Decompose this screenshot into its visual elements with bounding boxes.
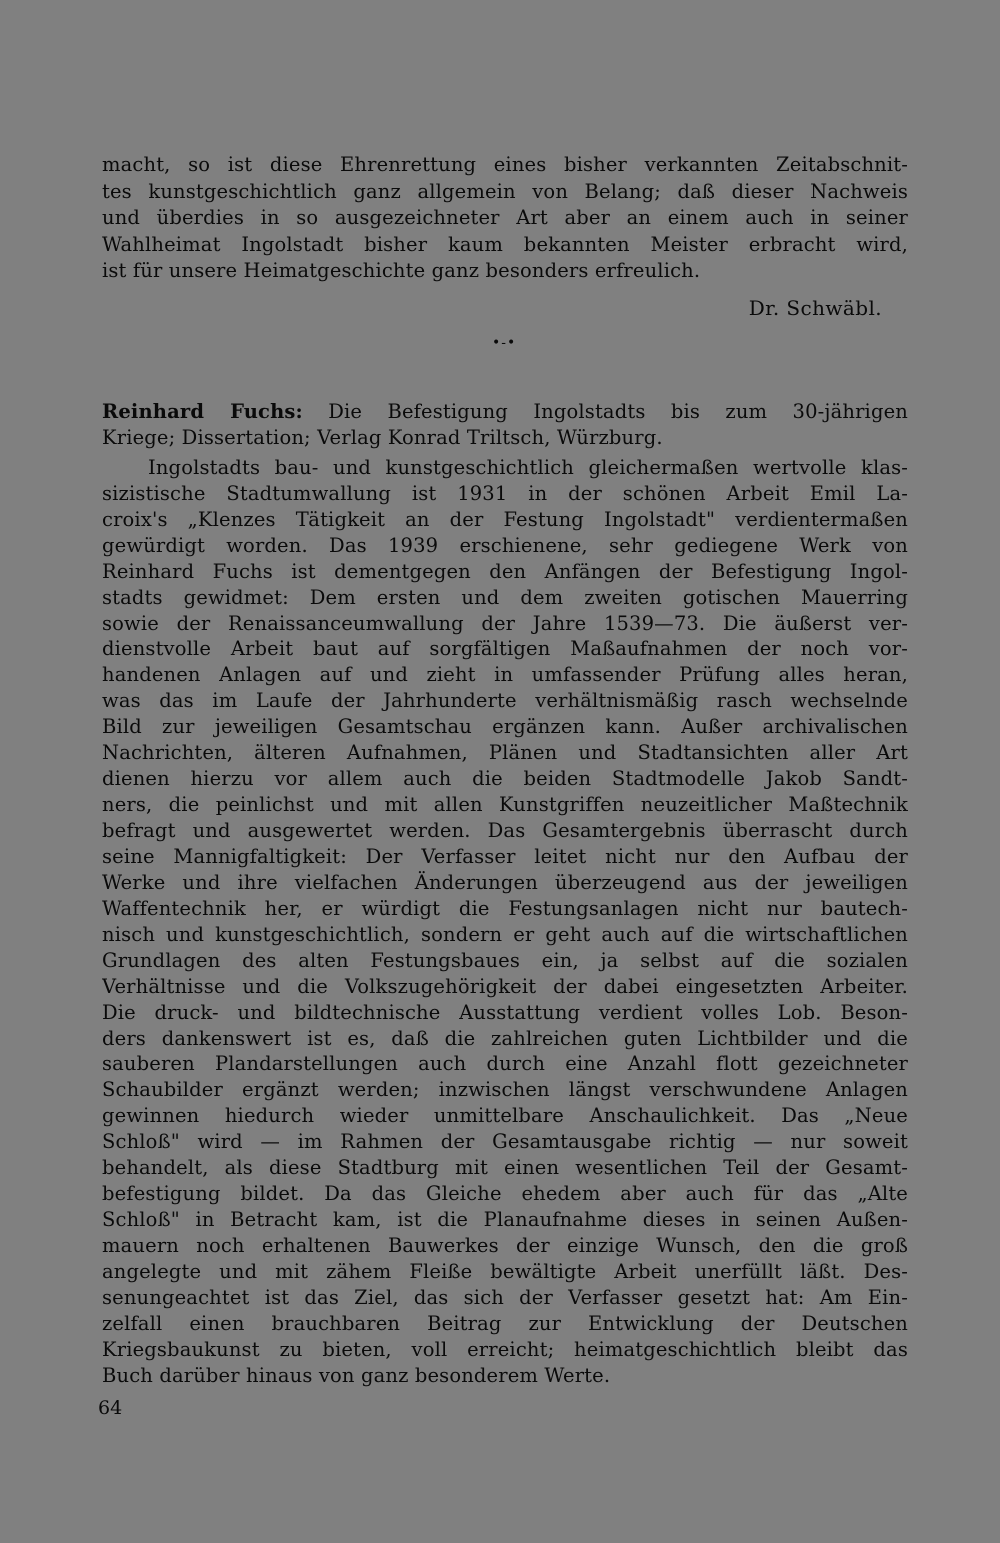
text-line: und überdies in so ausgezeichneter Art aber an einem auch in seiner xyxy=(102,206,908,230)
text-line: Nachrichten, älteren Aufnahmen, Plänen und Stadtansichten aller Art xyxy=(102,741,908,765)
text-line: handenen Anlagen auf und zieht in umfassender Prüfung alles heran, xyxy=(102,663,908,687)
text-line: Werke und ihre vielfachen Änderungen überzeugend aus der jeweiligen xyxy=(102,870,908,894)
text-line: tes kunstgeschichtlich ganz allgemein von Belang; daß dieser Nachweis xyxy=(102,179,908,203)
text-line: mauern noch erhaltenen Bauwerkes der einzige Wunsch, den die groß xyxy=(102,1234,908,1257)
text-line: Wahlheimat Ingolstadt bisher kaum bekannten Meister erbracht wird, xyxy=(102,232,908,256)
text-line: Schloß" wird — im Rahmen der Gesamtausgabe richtig — nur soweit xyxy=(102,1130,908,1154)
text-line: Die druck- und bildtechnische Ausstattung verdient volles Lob. Beson- xyxy=(102,1000,908,1024)
previous-review-ending xyxy=(102,152,908,285)
text-line: was das im Laufe der Jahrhunderte verhältnismäßig rasch wechselnde xyxy=(102,689,908,713)
section-separator: •-• xyxy=(492,335,517,351)
review-title: Die Befestigung Ingolstadts bis zum 30-jährigen xyxy=(328,400,908,423)
text-line: dienen hierzu vor allem auch die beiden Stadtmodelle Jakob Sandt- xyxy=(102,767,908,791)
text-line: angelegte und mit zähem Fleiße bewältigte Arbeit unerfüllt läßt. Des- xyxy=(102,1259,908,1283)
text-line: Buch darüber hinaus von ganz besonderem Werte. xyxy=(102,1363,611,1387)
book-review xyxy=(102,399,908,1389)
review-author: Reinhard Fuchs: xyxy=(102,400,303,423)
text-line: behandelt, als diese Stadtburg mit einen wesentlichen Teil der Gesamt- xyxy=(102,1156,908,1180)
review-publication-info: Kriege; Dissertation; Verlag Konrad Triltsch, Würzburg. xyxy=(102,425,663,449)
text-line: ders dankenswert ist es, daß die zahlreichen guten Lichtbilder und die xyxy=(102,1026,908,1050)
review-heading-line xyxy=(102,399,908,425)
text-line: Waffentechnik her, er würdigt die Festungsanlagen nicht nur bautech- xyxy=(102,896,908,920)
text-line: Schloß" in Betracht kam, ist die Planaufnahme dieses in seinen Außen- xyxy=(102,1208,908,1232)
text-line: Bild zur jeweiligen Gesamtschau ergänzen kann. Außer archivalischen xyxy=(102,715,908,739)
text-line: befestigung bildet. Da das Gleiche ehedem aber auch für das „Alte xyxy=(102,1182,908,1206)
review-body xyxy=(102,455,908,1389)
text-line: Schaubilder ergänzt werden; inzwischen längst verschwundene Anlagen xyxy=(102,1078,908,1102)
text-line: sowie der Renaissanceumwallung der Jahre 1539—73. Die äußerst ver- xyxy=(102,611,908,635)
text-line: Grundlagen des alten Festungsbaues ein, ja selbst auf die sozialen xyxy=(102,948,908,972)
text-line: stadts gewidmet: Dem ersten und dem zweiten gotischen Mauerring xyxy=(102,585,908,609)
text-line: befragt und ausgewertet werden. Das Gesamtergebnis überrascht durch xyxy=(102,819,908,842)
text-line: ners, die peinlichst und mit allen Kunstgriffen neuzeitlicher Maßtechnik xyxy=(102,793,908,817)
text-line: sizistische Stadtumwallung ist 1931 in der schönen Arbeit Emil La- xyxy=(102,481,908,505)
text-line: gewinnen hiedurch wieder unmittelbare Anschaulichkeit. Das „Neue xyxy=(102,1104,908,1128)
text-line: Kriegsbaukunst zu bieten, voll erreicht; heimatgeschichtlich bleibt das xyxy=(102,1337,908,1361)
text-line: dienstvolle Arbeit baut auf sorgfältigen Maßaufnahmen der noch vor- xyxy=(102,637,908,661)
text-line: gewürdigt worden. Das 1939 erschienene, sehr gediegene Werk von xyxy=(102,533,908,557)
text-line: senungeachtet ist das Ziel, das sich der Verfasser gesetzt hat: Am Ein- xyxy=(102,1285,908,1309)
text-line: ist für unsere Heimatgeschichte ganz besonders erfreulich. xyxy=(102,259,701,283)
review-signature: Dr. Schwäbl. xyxy=(748,296,882,320)
text-line: macht, so ist diese Ehrenrettung eines bisher verkannten Zeitabschnit- xyxy=(102,153,908,176)
text-line: Ingolstadts bau- und kunstgeschichtlich gleichermaßen wertvolle klas- xyxy=(148,455,908,479)
text-line: Reinhard Fuchs ist dementgegen den Anfängen der Befestigung Ingol- xyxy=(102,559,908,583)
text-line: Verhältnisse und die Volkszugehörigkeit der dabei eingesetzten Arbeiter. xyxy=(102,974,908,998)
text-line: seine Mannigfaltigkeit: Der Verfasser leitet nicht nur den Aufbau der xyxy=(102,844,908,868)
page-number: 64 xyxy=(98,1397,123,1419)
text-line: nisch und kunstgeschichtlich, sondern er geht auch auf die wirtschaftlichen xyxy=(102,922,908,946)
text-line: sauberen Plandarstellungen auch durch eine Anzahl flott gezeichneter xyxy=(102,1052,908,1076)
text-line: zelfall einen brauchbaren Beitrag zur Entwicklung der Deutschen xyxy=(102,1311,908,1335)
text-line: croix's „Klenzes Tätigkeit an der Festung Ingolstadt" verdientermaßen xyxy=(102,507,908,531)
